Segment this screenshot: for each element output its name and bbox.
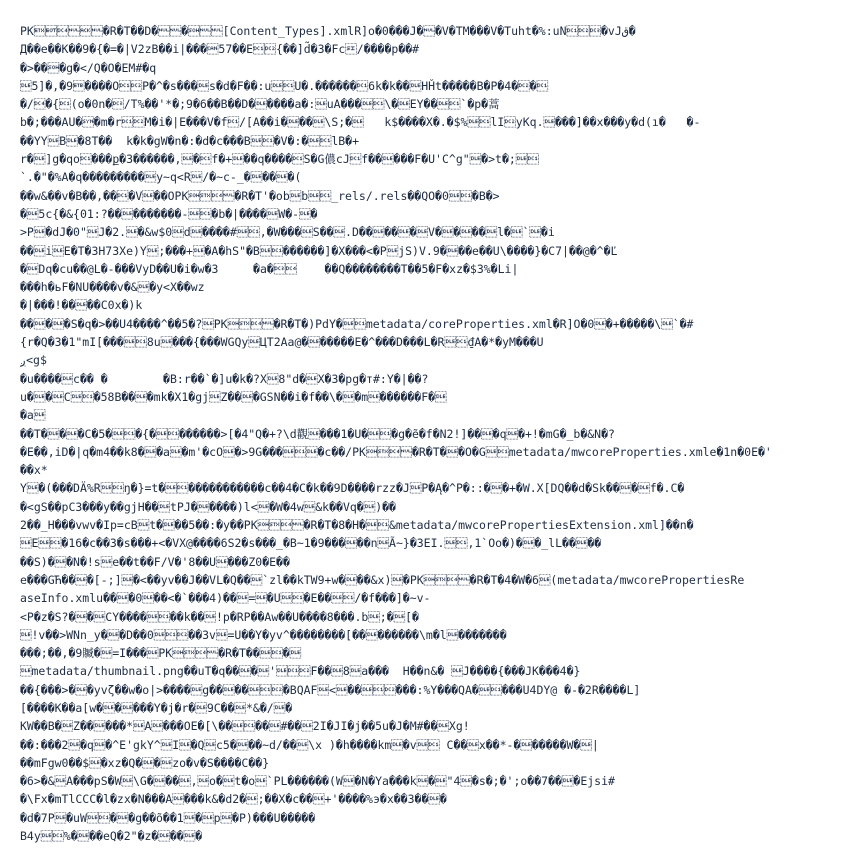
text-line: !v��>WNn_y��D��0��3v=U��Y�yv^��������[��������\m�l������� <box>20 627 507 642</box>
text-line: ��mFgw0��$�xz�Q��zo�v�S����C��} <box>20 755 270 770</box>
text-line: �d�7P�uW��g��õ��1�p�P)���U����� <box>20 810 316 825</box>
text-line: {r�Q�3�1"mI[���8u���{���WGQyЦT2Aa@������E�^���D���L�R₫A�*�yM���U <box>20 335 544 350</box>
text-line: �5c{�&{01:?���������-�b�|����W�-� <box>20 206 318 221</box>
text-line: u��C�58B���mk�X1�gjZ���GSN��i�f��\��m������F� <box>20 389 447 404</box>
text-line: �/�{(o�0n�/T%��'*�;9�6��B��D�����a�:uA���\�EY��`�p�蒿 <box>20 97 500 112</box>
text-line: ��iE�T�3H73Xe)Y;���+�A�hS"�B������]�X���<�PjS)V.9���e��U\����}�C7|��@�^�Ľ <box>20 243 618 258</box>
text-line: �6>�&A���pS�W\G���,o�t�o`PL������(W�N�Ya���k�"4�s�;�';o��7���Ejsi# <box>20 774 615 789</box>
text-line: �a <box>20 408 46 423</box>
text-line: metadata/thumbnail.png��uT�q���'F��8a��� H��n&� J����{���JK���4�} <box>20 664 581 679</box>
text-line: >P�dJ�0"J�2.�&w$0d����#,�W���S��.D�����V����l�`�i <box>20 225 555 240</box>
text-line: r�]g�qo���ք�3������,�f�+��q����S�G儂cJf�����F�U'C^g"�>t�; <box>20 152 539 167</box>
text-line: �Dq�cu��@L�-���VyD��U�i�w�3 �a� ��Q��������T��5�F�xz�$3%�Li| <box>20 261 519 276</box>
text-line: ��w&��v�B��,���V��OPK �R�T'�obb_rels/.rels��QO�0�B�> <box>20 188 500 203</box>
text-line: ����S�q�>��U4����^��5�?PK �R�T�)PdY�metadata/coreProperties.xml�R]O�0�+�����\`�# <box>20 316 694 331</box>
text-line: B4y%���eQ�2"�z���� <box>20 829 203 844</box>
text-line: Y�(���DÄ%Rŋ�}=t������������c��4�C�k��9D����rzz�JP�Ą�^P�::��+�W.X[DQ��d�Sk���f�.C� <box>20 481 685 496</box>
text-line: ��S)��N�!se��t��F/V�'8��U���Z0�E�� <box>20 554 290 569</box>
text-line: ��YYB�8T�� k�k�gW�n�:�d�c���B�V�:�lB�+ <box>20 133 360 148</box>
text-line: [����K��a[w�����Y�j�r�9C��*&�/� <box>20 700 293 715</box>
text-line: �\Fx�mTlCCC�l�zx�N���A���k&�d2�;��X�c��+'����%э�x��3��� <box>20 792 447 807</box>
text-line: b�;���AU��m�rM�i�|E���V�f/[A��i���\S;� k$����X�.�$%lIyKq.���]��x���y�d(ı� �- <box>20 115 701 130</box>
file-content <box>20 22 848 845</box>
text-line: ��T���C�5��{�������>[�4"Q�+?\d觀���1�U��g�ẽ�f�N2!]���q�+!�mG�_b�&N�? <box>20 426 615 441</box>
text-line: �u����c�� � �B:r��`�]u�k�?X8"d�X�3�pg�т#:Y�|��? <box>20 371 429 386</box>
text-line: ��{���>��yvζ��w�o|>����g�����BQAF<�����:%Y���QA����U4DY@ �-�2R����L] <box>20 682 641 697</box>
text-line: E�16�c��3�s���+<�VX@����6S2�s���_�B~1�9�����nÃ~}�3EI.,1`Oo�)��_lL���� <box>20 536 602 551</box>
text-line: ��:���2�q�^E'gkY^I�Qc5���~d/��\x )�h����km�v C��x��*-������W�| <box>20 737 599 752</box>
text-line: 5]�,�9����OP�^�s���s�d�F��:uU�.������6k�k��HȞt�����B�P�4�� <box>20 78 549 93</box>
text-line: ���;��,�9贓�=I���PK �R�T��� <box>20 646 302 661</box>
text-line: aseInfo.xmlu���0��<�`���4)��=�U�E��/�f���]�~v- <box>20 591 431 606</box>
text-line: �|���!����C0x�)k <box>20 298 143 313</box>
text-line: ���h�ьF�NU����v�&�y<X��wz <box>20 280 205 295</box>
text-line: KW��B�Z�����*A���OE�[\����#��2I�JI�j��5u�J�M#��Xg! <box>20 719 470 734</box>
text-line: <P�z�S?��CY������k��!p�RP��Aw��U����8���.b;�[� <box>20 609 419 624</box>
text-line: �>���g�</Q�O�EM#�q <box>20 60 157 75</box>
text-line: ږ<g$ <box>20 353 47 368</box>
text-line: `.�"�%A�q���������y~q<R/�~c-_����( <box>20 170 302 185</box>
text-line: �E��,iD�|q�m4��k8��a�m'�cO�>9G����c��/PK �R�T��O�Gmetadata/mwcoreProperties.xmle�1n�0E�' <box>20 444 772 459</box>
text-line: PK  �R�T��D�  �  [Content_Types].xmlR]o�0���J� �V�TM���V�Tuht�%:uN�vJق� <box>20 24 636 38</box>
text-line: e���GЋ���[-;]�<��yv��J��VL�Q��`zl��kTW9+w���&x)�PK �R�T�4�W�6(metadata/mwcorePropertiesRe <box>20 572 745 587</box>
text-line: ��x* <box>20 463 48 478</box>
text-line: �<gS��pC3���y��gjH��tPJ�����)l<�W�4w&k��Vq�)�� <box>20 499 396 514</box>
text-line: 2��_H���vwv�Ip=cBt���5��:�y��PK �R�T�8�H�&metadata/mwcorePropertiesExtension.xml]��n� <box>20 518 694 533</box>
text-line: Д��e��K��9�{�=�|V2zB��i|���57��E{��]d̃�3�Fc/����p��# <box>20 42 420 57</box>
